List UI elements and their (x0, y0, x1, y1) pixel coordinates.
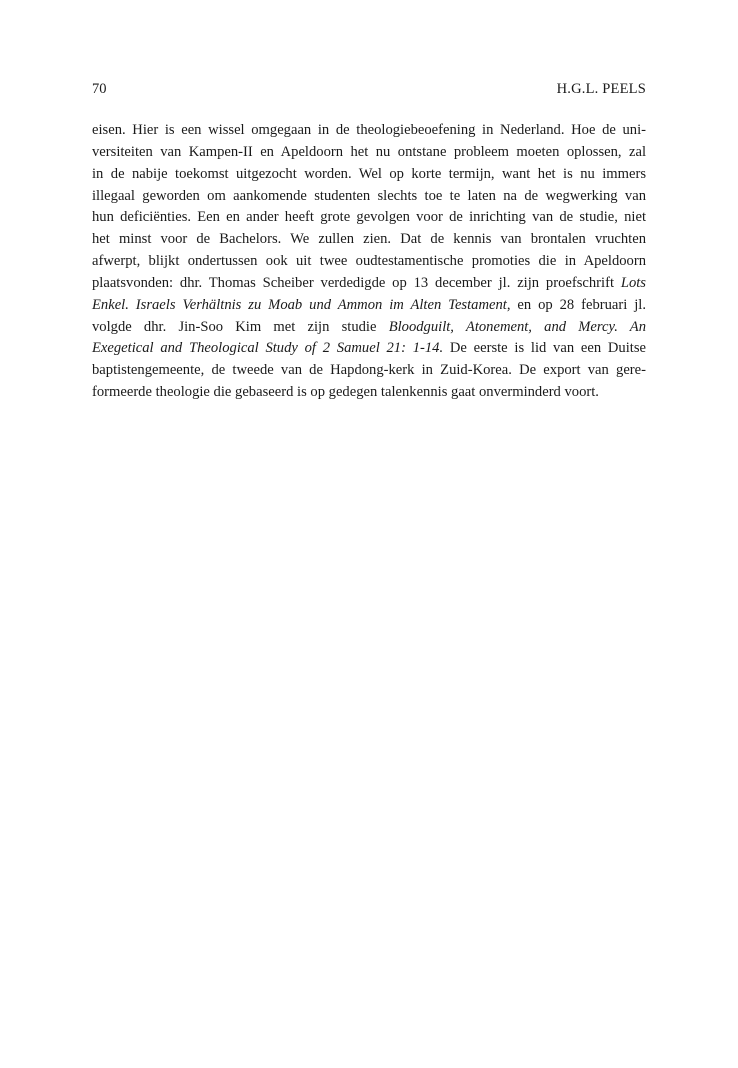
text-line: eisen. Hier is een wissel omgegaan in de theologiebeoefening in Nederland. Hoe de uni- (92, 122, 646, 138)
text-line: volgde dhr. Jin-Soo Kim met zijn studie Bloodguilt, Atonement, and Mercy. An (92, 318, 647, 335)
page-header (92, 79, 646, 99)
italic-title-bloodguilt: Exegetical and Theological Study of 2 Samuel 21: 1-14. (92, 340, 444, 357)
page-number: 70 (92, 81, 107, 97)
text-line: het minst voor de Bachelors. We zullen zien. Dat de kennis van brontalen vruchten (92, 231, 646, 248)
text-line: Exegetical and Theological Study of 2 Samuel 21: 1-14. De eerste is lid van een Duitse (92, 340, 646, 357)
text-line: versiteiten van Kampen-II en Apeldoorn het nu ontstane probleem moeten oplossen, zal (92, 143, 646, 160)
italic-title-lots-enkel: Enkel. Israels Verhältnis zu Moab und Ammon im Alten Testament (92, 296, 507, 313)
running-head-author: H.G.L. PEELS (556, 81, 646, 97)
text-line: in de nabije toekomst uitgezocht worden. Wel op korte termijn, want het is nu immers (92, 165, 646, 182)
text-line: plaatsvonden: dhr. Thomas Scheiber verdedigde op 13 december jl. zijn proefschrift Lots (92, 274, 646, 291)
body-paragraph (92, 120, 646, 404)
text-line: baptistengemeente, de tweede van de Hapdong-kerk in Zuid-Korea. De export van gere- (92, 362, 646, 379)
text-line: afwerpt, blijkt ondertussen ook uit twee oudtestamentische promoties die in Apeldoorn (92, 253, 646, 270)
text-line: Enkel. Israels Verhältnis zu Moab und Ammon im Alten Testament, en op 28 februari jl. (92, 296, 647, 313)
italic-title-bloodguilt: Bloodguilt, Atonement, and Mercy. An (388, 318, 647, 335)
text-line: hun deficiënties. Een en ander heeft grote gevolgen voor de inrichting van de studie, niet (92, 209, 646, 226)
italic-title-lots-enkel: Lots (620, 274, 646, 291)
text-line: formeerde theologie die gebaseerd is op gedegen talenkennis gaat onverminderd voort. (92, 384, 599, 401)
text-line: illegaal geworden om aankomende studenten slechts toe te laten na de wegwerking van (92, 187, 646, 204)
